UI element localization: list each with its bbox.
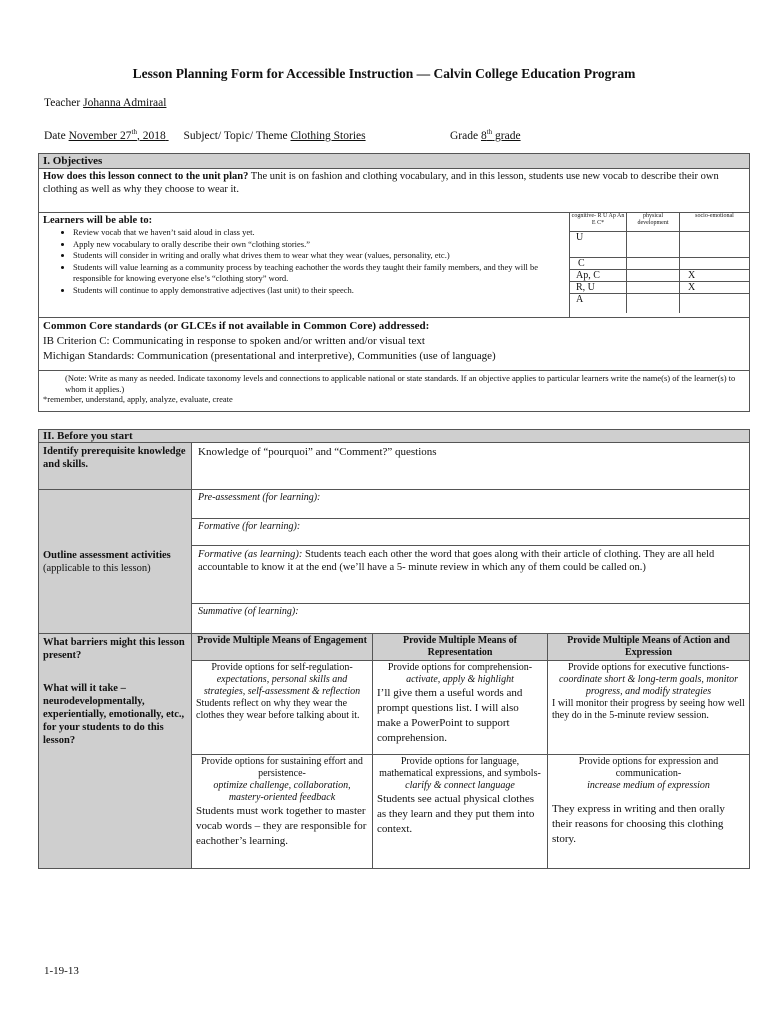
socio-cell	[680, 257, 750, 269]
socio-cell: X	[680, 281, 750, 293]
objectives-header: I. Objectives	[39, 154, 750, 169]
objectives-table	[38, 153, 750, 412]
objective-item: • Students will value learning as a community process by teaching eachother the words they taught their family members, and they will be responsible for knowing everyone else’s “clothing story” word.	[73, 262, 569, 285]
action-expression-head: Provide Multiple Means of Action and Expression	[548, 634, 750, 661]
learners-label: Learners will be able to:	[43, 215, 153, 226]
objective-item: • Students will continue to apply demonstrative adjectives (last unit) to their speech.	[73, 285, 569, 297]
socio-cell	[680, 231, 750, 257]
prereq-value: Knowledge of “pourquoi” and “Comment?” questions	[192, 443, 750, 490]
standard-ib: IB Criterion C: Communicating in response to spoken and/or written and/or visual text	[43, 335, 425, 347]
barriers-label: What barriers might this lesson present?	[43, 637, 185, 661]
col-head-physical: physical development	[627, 213, 680, 231]
before-header: II. Before you start	[39, 430, 750, 443]
phys-cell	[627, 281, 680, 293]
engagement-cell-2: Provide options for sustaining effort and persistence- optimize challenge, collaboration, mastery-oriented feedback Students must work together to master vocab words – they are responsible for eachother’s learning.	[192, 755, 373, 869]
teacher-line	[44, 97, 166, 109]
cog-cell: U	[570, 231, 627, 257]
date-label: Date	[44, 129, 66, 142]
phys-cell	[627, 293, 680, 313]
col-head-socio: socio-emotional	[680, 213, 750, 231]
cog-cell: Ap, C	[570, 269, 627, 281]
taxonomy-footnote: *remember, understand, apply, analyze, evaluate, create	[43, 394, 233, 404]
representation-head: Provide Multiple Means of Representation	[373, 634, 548, 661]
note-cell	[39, 371, 750, 412]
form-title: Lesson Planning Form for Accessible Instruction — Calvin College Education Program	[132, 66, 636, 81]
summative: Summative (of learning):	[192, 604, 750, 634]
col-head-cognitive: cognitive- R U Ap An E C*	[570, 213, 627, 231]
date-value: November 27th, 2018	[68, 128, 166, 142]
what-will-it-take-label: What will it take – neurodevelopmentally, experientially, emotionally, etc., for your students to do this lesson?	[43, 683, 185, 746]
formative-as-learning: Formative (as learning): Students teach each other the word that goes along with their article of clothing. They are all held accountable to know it at the end (we’ll have a 5- minute review in which any of them could be called on.)	[192, 546, 750, 604]
cog-cell: A	[570, 293, 627, 313]
engagement-cell-1: Provide options for self-regulation- expectations, personal skills and strategies, self-assessment & reflection Students reflect on why they wear the clothes they wear before talking about it.	[192, 661, 373, 755]
action-cell-1: Provide options for executive functions- coordinate short & long-term goals, monitor progress, and modify strategies I will monitor their progress by seeing how well they do in the 5-minute review session.	[548, 661, 750, 755]
standards-label: Common Core standards (or GLCEs if not available in Common Core) addressed:	[43, 320, 430, 332]
objective-item: • Apply new vocabulary to orally describe their own “clothing stories.”	[73, 239, 569, 251]
subject-label: Subject/ Topic/ Theme	[183, 129, 288, 142]
socio-cell: X	[680, 269, 750, 281]
standard-michigan: Michigan Standards: Communication (presentational and interpretive), Communities (use of language)	[43, 350, 496, 362]
objective-list	[39, 227, 569, 296]
date-line	[44, 128, 744, 142]
pre-assessment: Pre-assessment (for learning):	[192, 490, 750, 519]
learners-cell	[39, 213, 570, 318]
cog-cell: C	[570, 257, 627, 269]
taxonomy-grid	[570, 213, 750, 318]
representation-cell-2: Provide options for language, mathematical expressions, and symbols- clarify & connect language Students see actual physical clothes as they learn and they put them into context.	[373, 755, 548, 869]
phys-cell	[627, 257, 680, 269]
objective-item: • Review vocab that we haven’t said aloud in class yet.	[73, 227, 569, 239]
before-you-start-table	[38, 429, 750, 869]
phys-cell	[627, 231, 680, 257]
footer-date: 1-19-13	[44, 965, 79, 977]
note-text: (Note: Write as many as needed. Indicate taxonomy levels and connections to applicable national or state standards. If an objective applies to particular learners write the name(s) of the learner(s) to whom it applies.)	[65, 373, 736, 394]
phys-cell	[627, 269, 680, 281]
formative-for-learning: Formative (for learning):	[192, 519, 750, 546]
unit-connection: How does this lesson connect to the unit plan? The unit is on fashion and clothing vocabulary, and in this lesson, students use new vocab to describe their own clothing as well as why they choose to wear it.	[39, 169, 750, 213]
action-cell-2: Provide options for expression and communication- increase medium of expression They express in writing and then orally their reasons for choosing this clothing story.	[548, 755, 750, 869]
grade: Grade 8th grade	[450, 128, 521, 142]
subject-value: Clothing Stories	[290, 129, 366, 142]
standards-cell	[39, 318, 750, 371]
assessment-sub: (applicable to this lesson)	[43, 562, 151, 574]
assessment-label: Outline assessment activities	[43, 549, 171, 561]
representation-cell-1: Provide options for comprehension- activate, apply & highlight I’ll give them a useful words and prompt questions list. I will also make a PowerPoint to support comprehension.	[373, 661, 548, 755]
teacher-name: Johanna Admiraal	[83, 97, 167, 109]
engagement-head: Provide Multiple Means of Engagement	[192, 634, 373, 661]
barriers-cell	[39, 634, 192, 869]
cog-cell: R, U	[570, 281, 627, 293]
assessment-label-cell	[39, 490, 192, 634]
socio-cell	[680, 293, 750, 313]
objective-item: • Students will consider in writing and orally what drives them to wear what they wear (values, personality, etc.)	[73, 250, 569, 262]
prereq-label: Identify prerequisite knowledge and skills.	[39, 443, 192, 490]
teacher-label: Teacher	[44, 97, 81, 109]
